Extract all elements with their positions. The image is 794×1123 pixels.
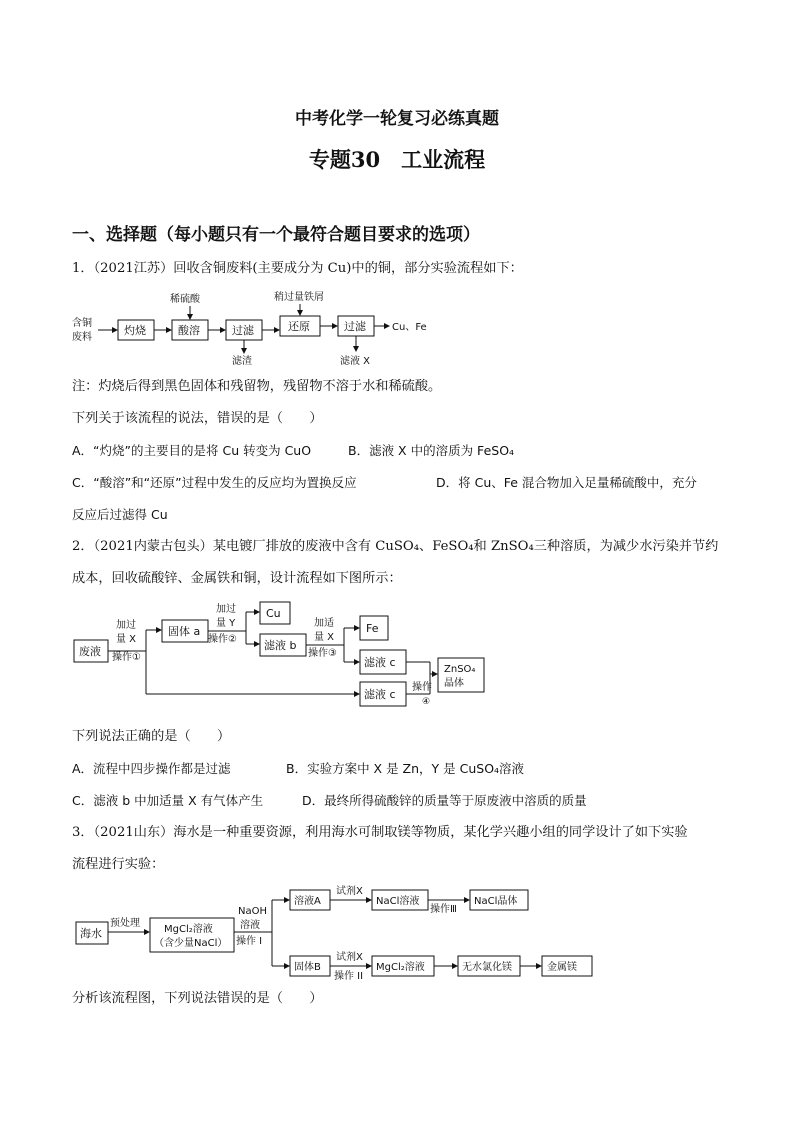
- q2-flowchart: [60, 596, 500, 720]
- q1-question: 下列关于该流程的说法，错误的是（ ）: [72, 411, 323, 426]
- q2-step2-l2: 量 Y: [216, 618, 236, 629]
- q2-option-a: A．流程中四步操作都是过滤: [72, 761, 231, 776]
- q1-box-filter-2-label: 过滤: [344, 320, 366, 333]
- q2-option-d: D．最终所得硫酸锌的质量等于原废液中溶质的质量: [302, 793, 587, 808]
- q2-question: 下列说法正确的是（ ）: [72, 729, 231, 744]
- q3-box-metal-mg-wrap: [540, 954, 596, 978]
- q3-reagent-x2-label: 试剂X: [336, 952, 363, 963]
- q3-mgcl2-l2: （含少量NaCl）: [154, 938, 228, 949]
- q3-stem: 3．（2021山东）海水是一种重要资源，利用海水可制取镁等物质，某化学兴趣小组的同学设计了如下实验: [72, 825, 688, 840]
- q3-op3-label: 操作Ⅲ: [430, 904, 457, 915]
- q2-step1-l2: 量 X: [116, 634, 137, 645]
- q1-note: 注：灼烧后得到黑色固体和残留物，残留物不溶于水和稀硫酸。: [72, 379, 442, 394]
- q2-option-c: C．滤液 b 中加适量 X 有气体产生: [72, 793, 264, 808]
- q1-option-d: D．将 Cu、Fe 混合物加入足量稀硫酸中，充分: [436, 475, 697, 490]
- topic-title: 专题30 工业流程: [308, 147, 486, 172]
- q1-input-label-2: 废料: [72, 332, 92, 343]
- q3-anhydrous-label: 无水氯化镁: [462, 962, 512, 973]
- q2-step1-l1: 加过: [116, 620, 136, 631]
- q1-box-dissolve-label: 酸溶: [178, 324, 200, 337]
- q2-znso4-l2: 晶体: [444, 678, 464, 689]
- q3-mgcl2-solution-label: MgCl₂溶液: [376, 962, 425, 973]
- q1-box-filter-1-label: 过滤: [232, 324, 254, 337]
- q2-step2-l3: 操作②: [208, 634, 237, 645]
- q2-stem-cont: 成本，回收硫酸锌、金属铁和铜，设计流程如下图所示：: [72, 571, 402, 586]
- q1-residue-label: 滤渣: [232, 356, 252, 367]
- q2-step1-l3: 操作①: [112, 652, 141, 663]
- q2-step3-l2: 量 X: [314, 632, 335, 643]
- q2-cu-label: Cu: [266, 607, 281, 620]
- q2-filtrate-c1-label: 滤液 c: [364, 656, 396, 669]
- q3-seawater-label: 海水: [80, 927, 102, 940]
- document-title: 中考化学一轮复习必练真题: [295, 109, 499, 129]
- q2-step4-l2: ④: [422, 697, 431, 707]
- q3-naoh-l3: 操作 I: [236, 936, 263, 947]
- q2-filtrate-b-label: 滤液 b: [264, 639, 297, 652]
- q1-flowchart: [60, 286, 480, 368]
- q1-reagent-acid: 稀硫酸: [170, 294, 200, 305]
- q3-nacl-crystal-label: NaCl晶体: [474, 896, 518, 907]
- q2-solid-a-label: 固体 a: [168, 625, 201, 638]
- q1-reagent-iron: 稍过量铁屑: [274, 292, 324, 303]
- q1-filtrate-x-label: 滤液 X: [340, 356, 371, 367]
- q1-option-c: C．“酸溶”和“还原”过程中发生的反应均为置换反应: [72, 475, 357, 490]
- q1-input-label: 含铜: [72, 318, 92, 329]
- q3-mgcl2-l1: MgCl₂溶液: [164, 924, 213, 935]
- q3-solid-b-label: 固体B: [294, 962, 321, 973]
- q2-step2-l1: 加过: [216, 604, 236, 615]
- q2-waste-label: 废液: [79, 645, 101, 658]
- q3-naoh-l2: 溶液: [240, 920, 260, 931]
- q1-option-a: A．“灼烧”的主要目的是将 Cu 转变为 CuO: [72, 443, 312, 458]
- q2-znso4-l1: ZnSO₄: [444, 664, 476, 675]
- q2-option-b: B．实验方案中 X 是 Zn，Y 是 CuSO₄溶液: [286, 761, 525, 776]
- q1-option-b: B．滤液 X 中的溶质为 FeSO₄: [348, 443, 515, 458]
- q2-step3-l1: 加适: [314, 618, 334, 629]
- q2-fe-label: Fe: [366, 622, 379, 635]
- q1-stem: 1．（2021江苏）回收含铜废料(主要成分为 Cu)中的铜，部分实验流程如下：: [72, 261, 523, 276]
- q1-product-label: Cu、Fe: [392, 322, 427, 333]
- q2-filtrate-c2-label: 滤液 c: [364, 688, 396, 701]
- q1-box-burn-label: 灼烧: [124, 324, 146, 337]
- q2-step4-l1: 操作: [412, 682, 432, 693]
- q3-nacl-solution-label: NaCl溶液: [376, 896, 420, 907]
- q3-pretreat-label: 预处理: [110, 918, 140, 929]
- q3-question: 分析该流程图，下列说法错误的是（ ）: [72, 991, 323, 1006]
- q3-stem-cont: 流程进行实验：: [72, 857, 165, 872]
- q3-flowchart: [60, 880, 560, 986]
- q1-box-reduce-label: 还原: [288, 320, 310, 333]
- q3-op2-label: 操作 II: [334, 971, 364, 982]
- q3-naoh-l1: NaOH: [238, 906, 267, 917]
- section-heading: 一、选择题（每小题只有一个最符合题目要求的选项）: [72, 225, 480, 245]
- q2-stem: 2．（2021内蒙古包头）某电镀厂排放的废液中含有 CuSO₄、FeSO₄和 ZnSO₄三种溶质，为减少水污染并节约: [72, 539, 719, 554]
- q2-step3-l3: 操作③: [308, 648, 337, 659]
- q3-reagent-x1-label: 试剂X: [336, 886, 363, 897]
- q3-solution-a-label: 溶液A: [294, 896, 321, 907]
- q3-metal-mg-label: 金属镁: [547, 962, 577, 973]
- q1-option-d-cont: 反应后过滤得 Cu: [72, 507, 168, 522]
